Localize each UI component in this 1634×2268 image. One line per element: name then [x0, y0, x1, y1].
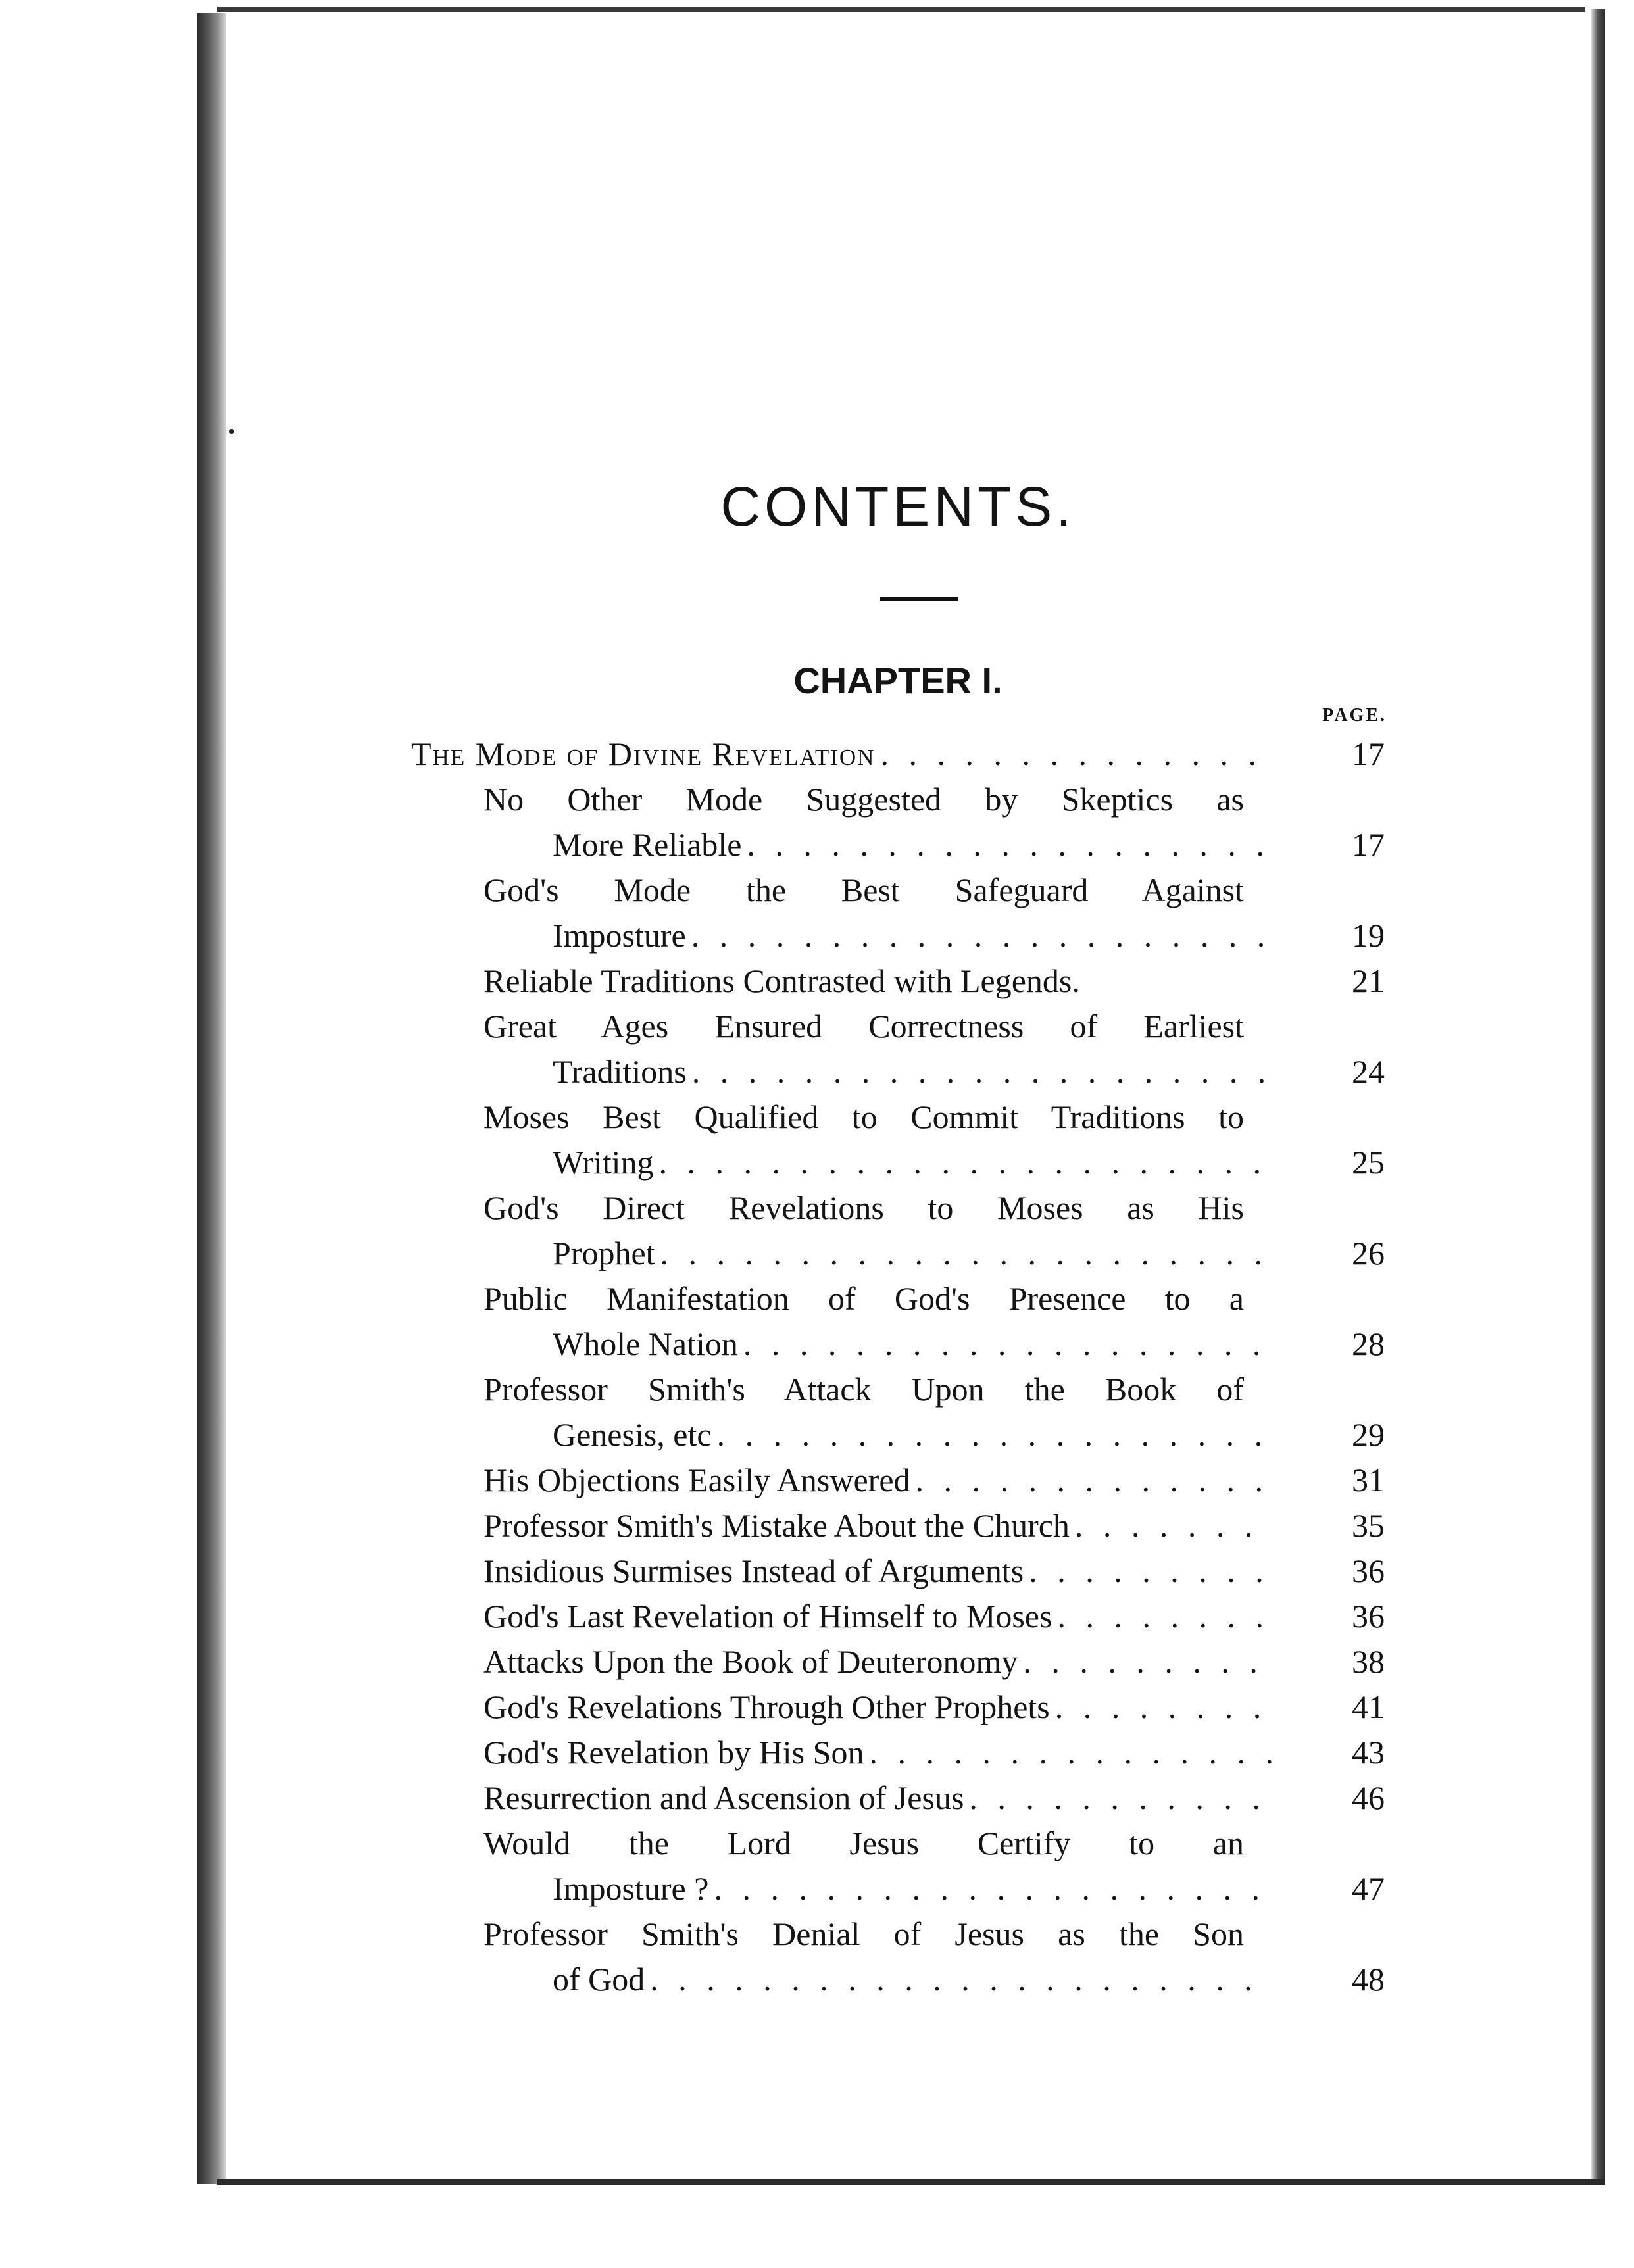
- toc-entry-title: God's Revelations Through Other Prophets: [483, 1689, 1050, 1725]
- page-edge-bottom: [217, 2179, 1605, 2185]
- toc-page-number: 31: [1352, 1462, 1385, 1498]
- toc-entry[interactable]: [411, 1276, 1385, 1367]
- toc-entry[interactable]: [411, 1775, 1385, 1821]
- toc-entry[interactable]: [411, 1639, 1385, 1685]
- chapter-heading: CHAPTER I.: [793, 660, 1003, 701]
- toc-entry-title: Attacks Upon the Book of Deuteronomy: [483, 1643, 1018, 1680]
- toc-entry-title: Imposture: [553, 917, 686, 954]
- title-rule: [880, 597, 958, 601]
- toc-entry-title: His Objections Easily Answered: [483, 1462, 910, 1498]
- toc-entry-first-line: Great Ages Ensured Correctness of Earliest: [483, 1008, 1244, 1045]
- toc-entry[interactable]: [411, 1821, 1385, 1911]
- toc-entry-title: of God: [553, 1961, 645, 1998]
- toc-entry[interactable]: [411, 1095, 1385, 1185]
- page-edge-right: [1591, 9, 1605, 2180]
- toc-page-number: 48: [1352, 1961, 1385, 1998]
- dot-leader: [691, 913, 1274, 958]
- toc-entry-title: Professor Smith's Mistake About the Church: [483, 1507, 1070, 1544]
- toc-entry[interactable]: [411, 1004, 1385, 1095]
- toc-entry-first-line: Would the Lord Jesus Certify to an: [483, 1825, 1244, 1861]
- toc-entry-title: Resurrection and Ascension of Jesus: [483, 1779, 964, 1816]
- toc-page-number: 36: [1352, 1552, 1385, 1589]
- toc-page-number: 47: [1352, 1870, 1385, 1907]
- toc-page-number: 41: [1352, 1689, 1385, 1725]
- toc-entry-first-line: Moses Best Qualified to Commit Traditions to: [483, 1098, 1244, 1135]
- scan-speck: [229, 429, 234, 434]
- dot-leader: [743, 1321, 1274, 1367]
- dot-leader: [1029, 1548, 1274, 1594]
- dot-leader: [692, 1049, 1274, 1095]
- toc-entry[interactable]: [411, 868, 1385, 958]
- toc-page-number: 35: [1352, 1507, 1385, 1544]
- toc-entry-first-line: Public Manifestation of God's Presence to a: [483, 1280, 1244, 1317]
- toc-entry-title: God's Revelation by His Son: [483, 1734, 864, 1771]
- toc-entry[interactable]: [411, 1367, 1385, 1458]
- dot-leader: [869, 1730, 1274, 1775]
- dot-leader: [650, 1957, 1274, 2002]
- dot-leader: [916, 1458, 1274, 1503]
- toc-entry-title: The Mode of Divine Revelation: [411, 735, 876, 772]
- toc-page-number: 24: [1352, 1053, 1385, 1090]
- toc-page-number: 28: [1352, 1325, 1385, 1362]
- toc-entry-title: Imposture ?: [553, 1870, 709, 1907]
- dot-leader: [747, 822, 1274, 868]
- toc-page-number: 17: [1352, 826, 1385, 863]
- toc-page-number: 19: [1352, 917, 1385, 954]
- toc-entry[interactable]: [411, 1911, 1385, 2002]
- toc-page-number: 38: [1352, 1643, 1385, 1680]
- toc-page-number: 17: [1352, 735, 1385, 772]
- toc-entry-first-line: God's Direct Revelations to Moses as His: [483, 1189, 1244, 1226]
- toc-main-entry[interactable]: [411, 731, 1385, 777]
- table-of-contents: [411, 731, 1385, 2002]
- toc-page-number: 26: [1352, 1235, 1385, 1271]
- toc-entry-title: Whole Nation: [553, 1325, 738, 1362]
- dot-leader: [717, 1412, 1274, 1458]
- toc-entry-list: [411, 777, 1385, 2002]
- toc-entry-title: Traditions: [553, 1053, 687, 1090]
- toc-entry[interactable]: [411, 958, 1385, 1004]
- toc-entry-first-line: No Other Mode Suggested by Skeptics as: [483, 781, 1244, 818]
- toc-entry[interactable]: [411, 1685, 1385, 1730]
- toc-page-number: 21: [1352, 962, 1385, 999]
- toc-entry[interactable]: [411, 1458, 1385, 1503]
- page-title: CONTENTS.: [720, 476, 1076, 537]
- toc-entry-first-line: God's Mode the Best Safeguard Against: [483, 872, 1244, 908]
- toc-entry-title: Writing: [553, 1144, 654, 1181]
- toc-entry-title: Insidious Surmises Instead of Arguments: [483, 1552, 1024, 1589]
- toc-page-number: 36: [1352, 1598, 1385, 1635]
- toc-entry-title: Reliable Traditions Contrasted with Legends.: [483, 962, 1080, 999]
- toc-entry-title: Genesis, etc: [553, 1416, 712, 1453]
- toc-entry[interactable]: [411, 777, 1385, 868]
- page-edge-top: [217, 7, 1585, 12]
- toc-entry-first-line: Professor Smith's Denial of Jesus as the Son: [483, 1915, 1244, 1952]
- toc-entry-title: Prophet: [553, 1235, 655, 1271]
- dot-leader: [1075, 1503, 1274, 1548]
- dot-leader: [714, 1866, 1274, 1911]
- dot-leader: [880, 731, 1274, 777]
- dot-leader: [1055, 1685, 1274, 1730]
- toc-entry-title: God's Last Revelation of Himself to Moses: [483, 1598, 1052, 1635]
- dot-leader: [969, 1775, 1274, 1821]
- page-column-label: PAGE.: [1322, 705, 1387, 726]
- dot-leader: [1057, 1594, 1274, 1639]
- toc-entry[interactable]: [411, 1503, 1385, 1548]
- dot-leader: [659, 1140, 1274, 1185]
- toc-entry-title: More Reliable: [553, 826, 742, 863]
- binding-shadow: [197, 13, 226, 2184]
- toc-entry[interactable]: [411, 1548, 1385, 1594]
- toc-entry[interactable]: [411, 1594, 1385, 1639]
- toc-page-number: 43: [1352, 1734, 1385, 1771]
- dot-leader: [1023, 1639, 1274, 1685]
- toc-page-number: 46: [1352, 1779, 1385, 1816]
- dot-leader: [660, 1231, 1274, 1276]
- toc-page-number: 25: [1352, 1144, 1385, 1181]
- toc-entry[interactable]: [411, 1185, 1385, 1276]
- toc-entry[interactable]: [411, 1730, 1385, 1775]
- toc-entry-first-line: Professor Smith's Attack Upon the Book of: [483, 1371, 1244, 1408]
- toc-page-number: 29: [1352, 1416, 1385, 1453]
